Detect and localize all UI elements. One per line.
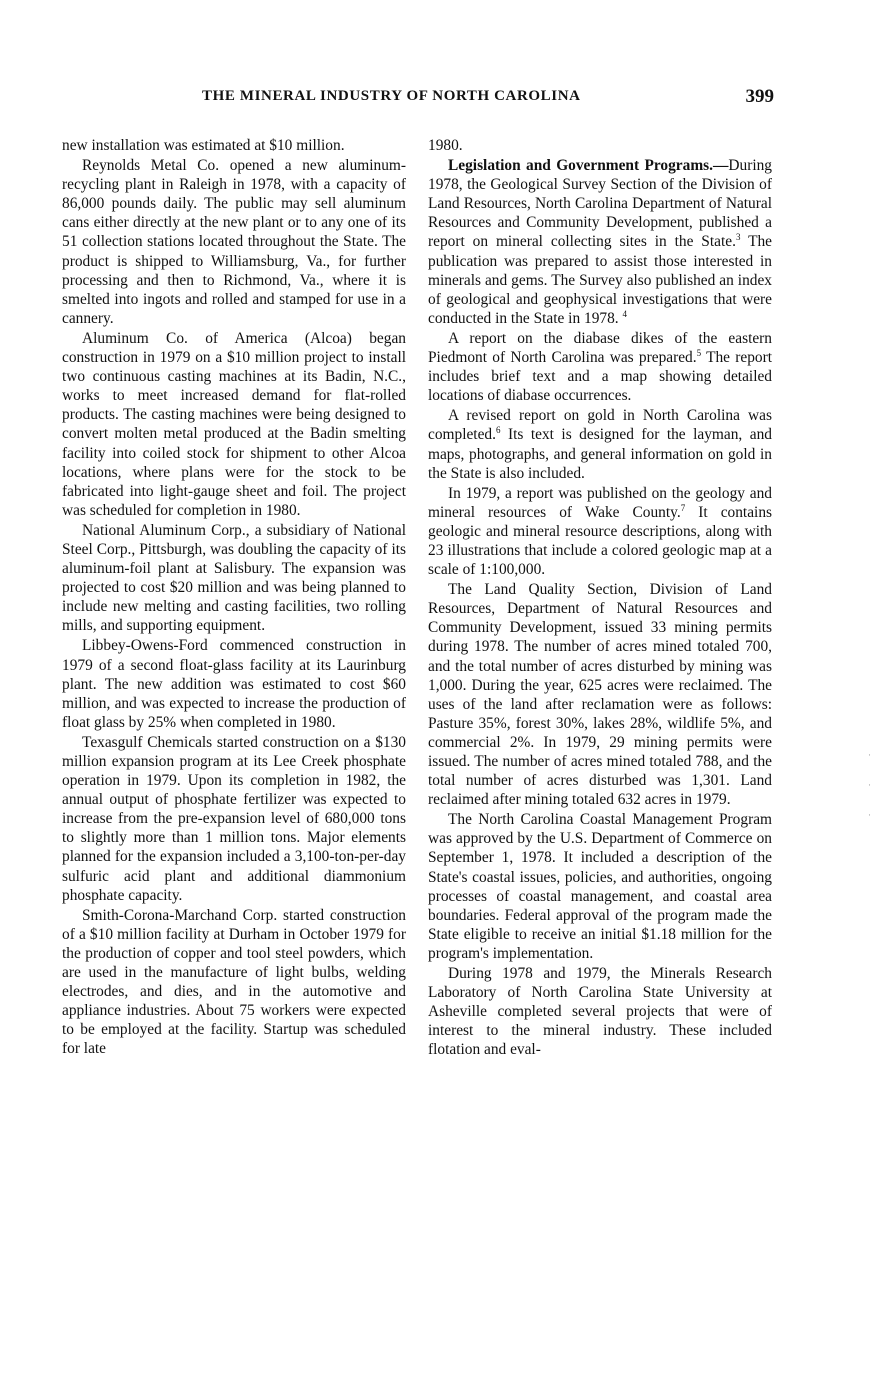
paragraph	[428, 484, 772, 579]
paragraph: The Land Quality Section, Division of Land Resources, Department of Natural Resources and Community Development, issued 33 mining permits during 1978. The number of acres mined totaled 700, and the total number of acres disturbed by mining was 1,000. During the year, 625 acres were reclaimed. The uses of the land after reclamation were as follows: Pasture 35%, forest 30%, lakes 28%, wildlife 5%, and commercial 2%. In 1979, 29 mining permits were issued. The number of acres mined totaled 788, and the total number of acres disturbed was 1,301. Land reclaimed after mining totaled 632 acres in 1979.	[428, 581, 772, 809]
paragraph-text: A report on the diabase dikes of the eastern Piedmont of North Carolina was prepared.	[428, 329, 772, 367]
page-header	[62, 86, 774, 110]
scan-specks: · · ·	[868, 750, 871, 820]
paragraph: During 1978 and 1979, the Minerals Research Laboratory of North Carolina State University at Asheville completed several projects that were of interest to the mineral industry. These included flotation and eval-	[428, 965, 772, 1059]
paragraph: 1980.	[428, 137, 463, 154]
paragraph: Aluminum Co. of America (Alcoa) began construction in 1979 on a $10 million project to install two continuous casting machines at its Badin, N.C., works to meet increased demand for flat-rolled products. The casting machines were being designed to convert molten metal produced at the Badin smelting facility into coiled stock for shipment to other Alcoa locations, where plans were for the stock to be fabricated into light-gauge sheet and foil. The project was scheduled for completion in 1980.	[62, 329, 406, 519]
paragraph-text: It contains geologic and mineral resource descriptions, along with 23 illustrations that include a colored geologic map at a scale of 1:100,000.	[428, 503, 773, 579]
paragraph: Texasgulf Chemicals started construction on a $130 million expansion program at its Lee Creek phosphate operation in 1979. Upon its completion in 1982, the annual output of phosphate fertilizer was expected to increase from the pre-expansion level of 680,000 tons to slightly more than 1 million tons. Major elements planned for the expansion included a 3,100-ton-per-day sulfuric acid plant and additional diammonium phosphate capacity.	[62, 733, 406, 904]
paragraph	[428, 406, 772, 482]
paragraph: Reynolds Metal Co. opened a new aluminum-recycling plant in Raleigh in 1978, with a capacity of 86,000 pounds daily. The public may sell aluminum cans either directly at the new plant or to any one of its 51 collection stations located throughout the State. The product is shipped to Williamsburg, Va., for further processing and then to Richmond, Va., where it is smelted into ingots and rolled and stamped for use in a cannery.	[62, 157, 406, 327]
paragraph-text: The publication was prepared to assist those interested in minerals and gems. The Survey also published an index of geological and geophysical investigations that were conducted in the State in 1978.	[428, 233, 772, 327]
paragraph: National Aluminum Corp., a subsidiary of National Steel Corp., Pittsburgh, was doubling the capacity of its aluminum-foil plant at Salisbury. The expansion was projected to cost $20 million and was being planned to include new melting and casting facilities, two rolling mills, and supporting equipment.	[62, 521, 406, 635]
paragraph: The North Carolina Coastal Management Program was approved by the U.S. Department of Commerce on September 1, 1978. It included a description of the State's coastal issues, policies, and authorities, ongoing processes of coastal management, and coastal area boundaries. Federal approval of the program made the State eligible to receive an initial $1.18 million for the program's implementation.	[428, 811, 772, 962]
paragraph: Libbey-Owens-Ford commenced construction in 1979 of a second float-glass facility at its Laurinburg plant. The new addition was estimated to cost $60 million, and was expected to increase the production of float glass by 25% when completed in 1980.	[62, 637, 406, 731]
running-title: THE MINERAL INDUSTRY OF NORTH CAROLINA	[202, 88, 581, 104]
paragraph-text: During 1978, the Geological Survey Section of the Division of Land Resources, North Carolina Department of Natural Resources and Community Development, published a report on mineral collecting sites in the State.	[428, 157, 772, 251]
left-column	[62, 136, 406, 1060]
footnote-marker: 5	[696, 347, 702, 358]
footnote-marker: 4	[622, 308, 627, 319]
paragraph-text: Its text is designed for the layman, and maps, photographs, and general information on gold in the State is also included.	[428, 426, 772, 482]
paragraph: Smith-Corona-Marchand Corp. started construction of a $10 million facility at Durham in October 1979 for the production of copper and tool steel powders, which are used in the manufacture of light bulbs, welding electrodes, and dies, and in the automotive and appliance industries. About 75 workers were expected to be employed at the facility. Startup was scheduled for late	[62, 906, 406, 1058]
right-column	[428, 136, 772, 1061]
footnote-marker: 7	[680, 502, 686, 513]
legislation-paragraph	[428, 156, 772, 328]
paragraph	[428, 329, 772, 405]
page-number: 399	[745, 86, 774, 107]
paragraph-text: In 1979, a report was published on the geology and mineral resources of Wake County.	[428, 484, 772, 521]
footnote-marker: 3	[735, 232, 741, 243]
paragraph-text: The report includes brief text and a map showing detailed locations of diabase occurrences.	[428, 349, 772, 405]
section-heading: Legislation and Government Programs.—	[448, 157, 729, 175]
paragraph: new installation was estimated at $10 million.	[62, 137, 345, 154]
paragraph-text: A revised report on gold in North Carolina was completed.	[428, 407, 772, 444]
footnote-marker: 6	[495, 425, 501, 436]
